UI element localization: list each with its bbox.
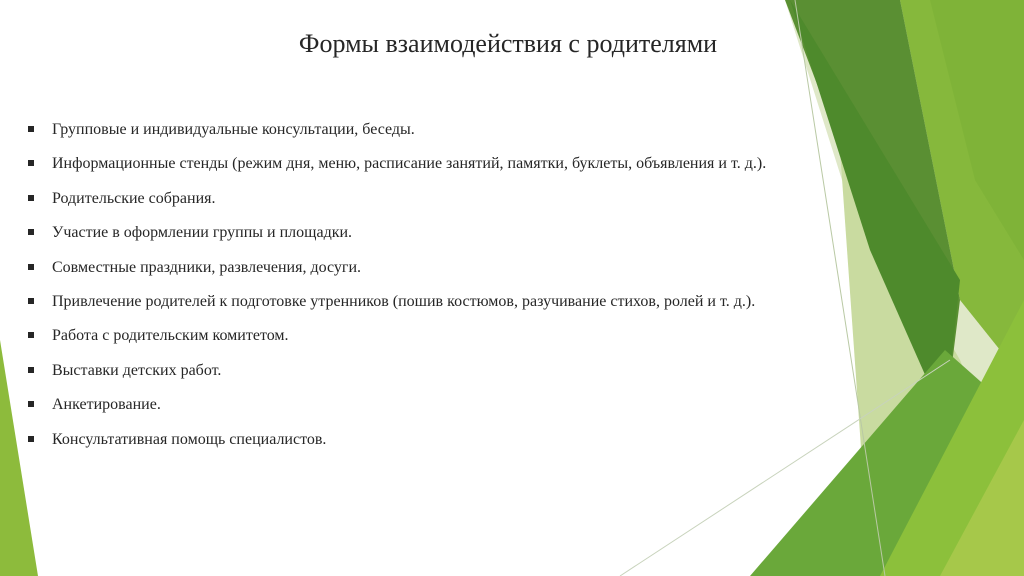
list-item	[26, 358, 926, 392]
list-item	[26, 392, 926, 426]
list-item	[26, 289, 926, 323]
bullet-square-icon	[28, 298, 34, 304]
list-item-text: Совместные праздники, развлечения, досуги.	[52, 258, 362, 276]
list-item-text: Групповые и индивидуальные консультации, беседы.	[52, 121, 415, 138]
list-item	[26, 186, 926, 220]
bullet-square-icon	[28, 367, 34, 373]
bullet-square-icon	[28, 436, 34, 442]
slide-title: Формы взаимодействия с родителями	[298, 29, 718, 58]
list-item	[26, 117, 926, 151]
list-item-text: Выставки детских работ.	[52, 361, 222, 379]
bullet-square-icon	[28, 332, 34, 338]
list-item-text: Родительские собрания.	[52, 189, 216, 207]
bullet-square-icon	[28, 264, 34, 270]
list-item-text: Консультативная помощь специалистов.	[52, 430, 327, 448]
list-item	[26, 427, 926, 461]
bullet-square-icon	[28, 401, 34, 407]
list-item-text: Работа с родительским комитетом.	[52, 327, 289, 345]
list-item	[26, 255, 926, 289]
bullet-square-icon	[28, 195, 34, 201]
list-item	[26, 323, 926, 357]
list-item-text: Информационные стенды (режим дня, меню, расписание занятий, памятки, буклеты, объявления и т. д.).	[52, 155, 767, 173]
bullet-square-icon	[28, 229, 34, 235]
list-item-text: Привлечение родителей к подготовке утренников (пошив костюмов, разучивание стихов, ролей и т. д.).	[52, 292, 756, 310]
bullet-square-icon	[28, 126, 34, 132]
bullet-list	[26, 117, 926, 461]
list-item	[26, 151, 926, 185]
list-item-text: Участие в оформлении группы и площадки.	[52, 224, 353, 242]
list-item-text: Анкетирование.	[52, 396, 161, 414]
list-item	[26, 220, 926, 254]
bullet-square-icon	[28, 160, 34, 166]
